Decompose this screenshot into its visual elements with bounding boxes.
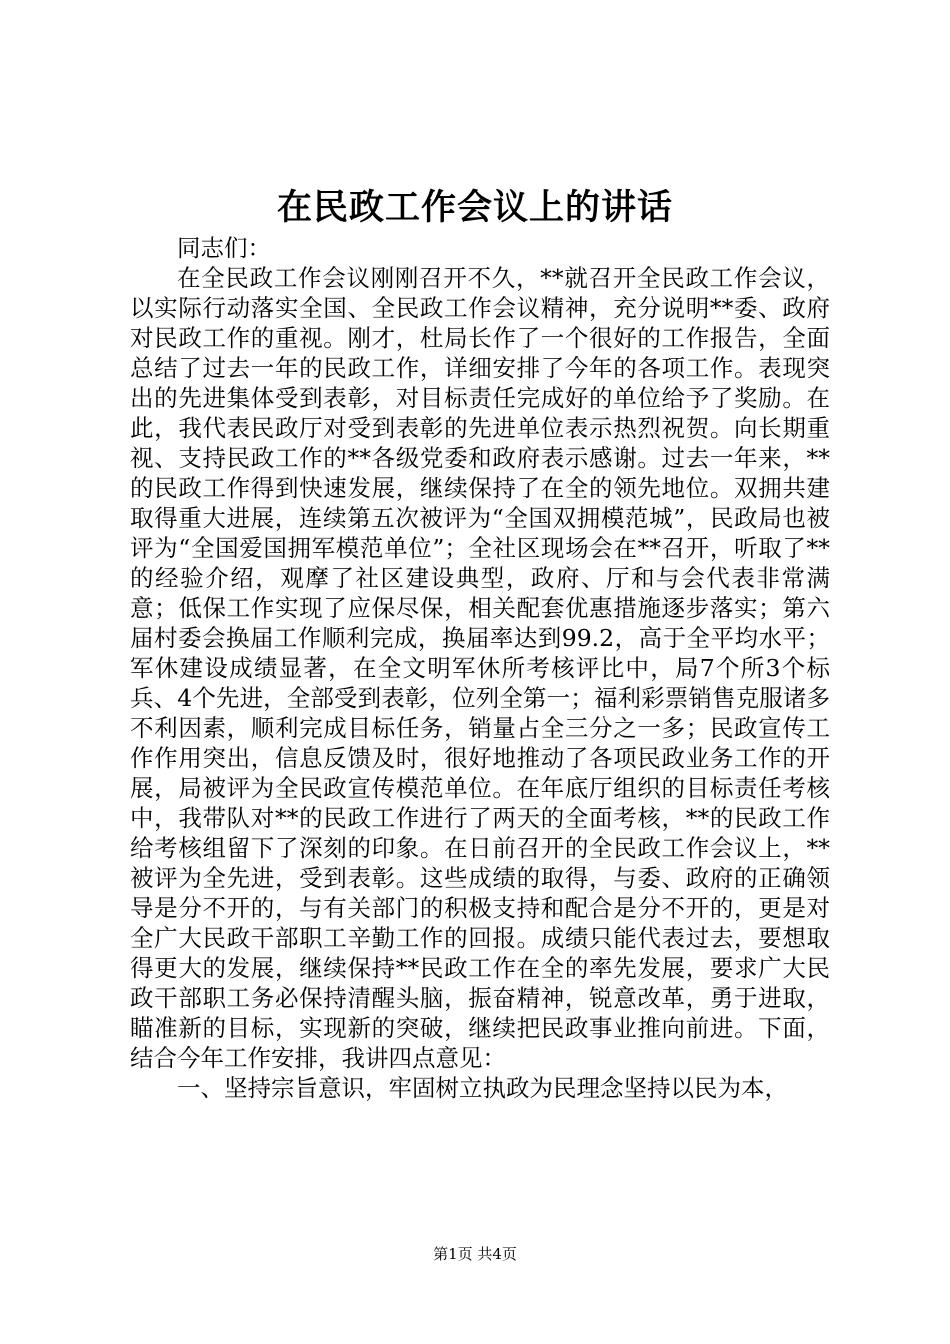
salutation: 同志们：	[177, 234, 271, 262]
paragraph: 在全民政工作会议刚刚召开不久，**就召开全民政工作会议，以实际行动落实全国、全民政工作会议精神，充分说明**委、政府对民政工作的重视。刚才，杜局长作了一个很好的工作报告，全面总结了过去一年的民政工作，详细安排了今年的各项工作。表现突出的先进集体受到表彰，对目标责任完成好的单位给予了奖励。在此，我代表民政厅对受到表彰的先进单位表示热烈祝贺。向长期重视、支持民政工作的**各级党委和政府表示感谢。过去一年来，**的民政工作得到快速发展，继续保持了在全的领先地位。双拥共建取得重大进展，连续第五次被评为“全国双拥模范城”，民政局也被评为“全国爱国拥军模范单位”；全社区现场会在**召开，听取了**的经验介绍，观摩了社区建设典型，政府、厅和与会代表非常满意；低保工作实现了应保尽保，相关配套优惠措施逐步落实；第六届村委会换届工作顺利完成，换届率达到99.2，高于全平均水平；军休建设成绩显著，在全文明军休所考核评比中，局7个所3个标兵、4个先进，全部受到表彰，位列全第一；福利彩票销售克服诸多不利因素，顺利完成目标任务，销量占全三分之一多；民政宣传工作作用突出，信息反馈及时，很好地推动了各项民政业务工作的开展，局被评为全民政宣传模范单位。在年底厅组织的目标责任考核中，我带队对**的民政工作进行了两天的全面考核，**的民政工作给考核组留下了深刻的印象。在日前召开的全民政工作会议上，**被评为全先进，受到表彰。这些成绩的取得，与委、政府的正确领导是分不开的，与有关部门的积极支持和配合是分不开的，更是对全广大民政干部职工辛勤工作的回报。成绩只能代表过去，要想取得更大的发展，继续保持**民政工作在全的率先发展，要求广大民政干部职工务必保持清醒头脑，振奋精神，锐意改革，勇于进取，瞄准新的目标，实现新的突破，继续把民政事业推向前进。下面，结合今年工作安排，我讲四点意见：	[130, 264, 830, 1072]
paragraph: 一、坚持宗旨意识，牢固树立执政为民理念坚持以民为本，	[177, 1074, 788, 1102]
document-body	[130, 233, 830, 1103]
page-title: 在民政工作会议上的讲话	[276, 187, 673, 228]
page-footer: 第1页 共4页	[433, 1245, 517, 1263]
